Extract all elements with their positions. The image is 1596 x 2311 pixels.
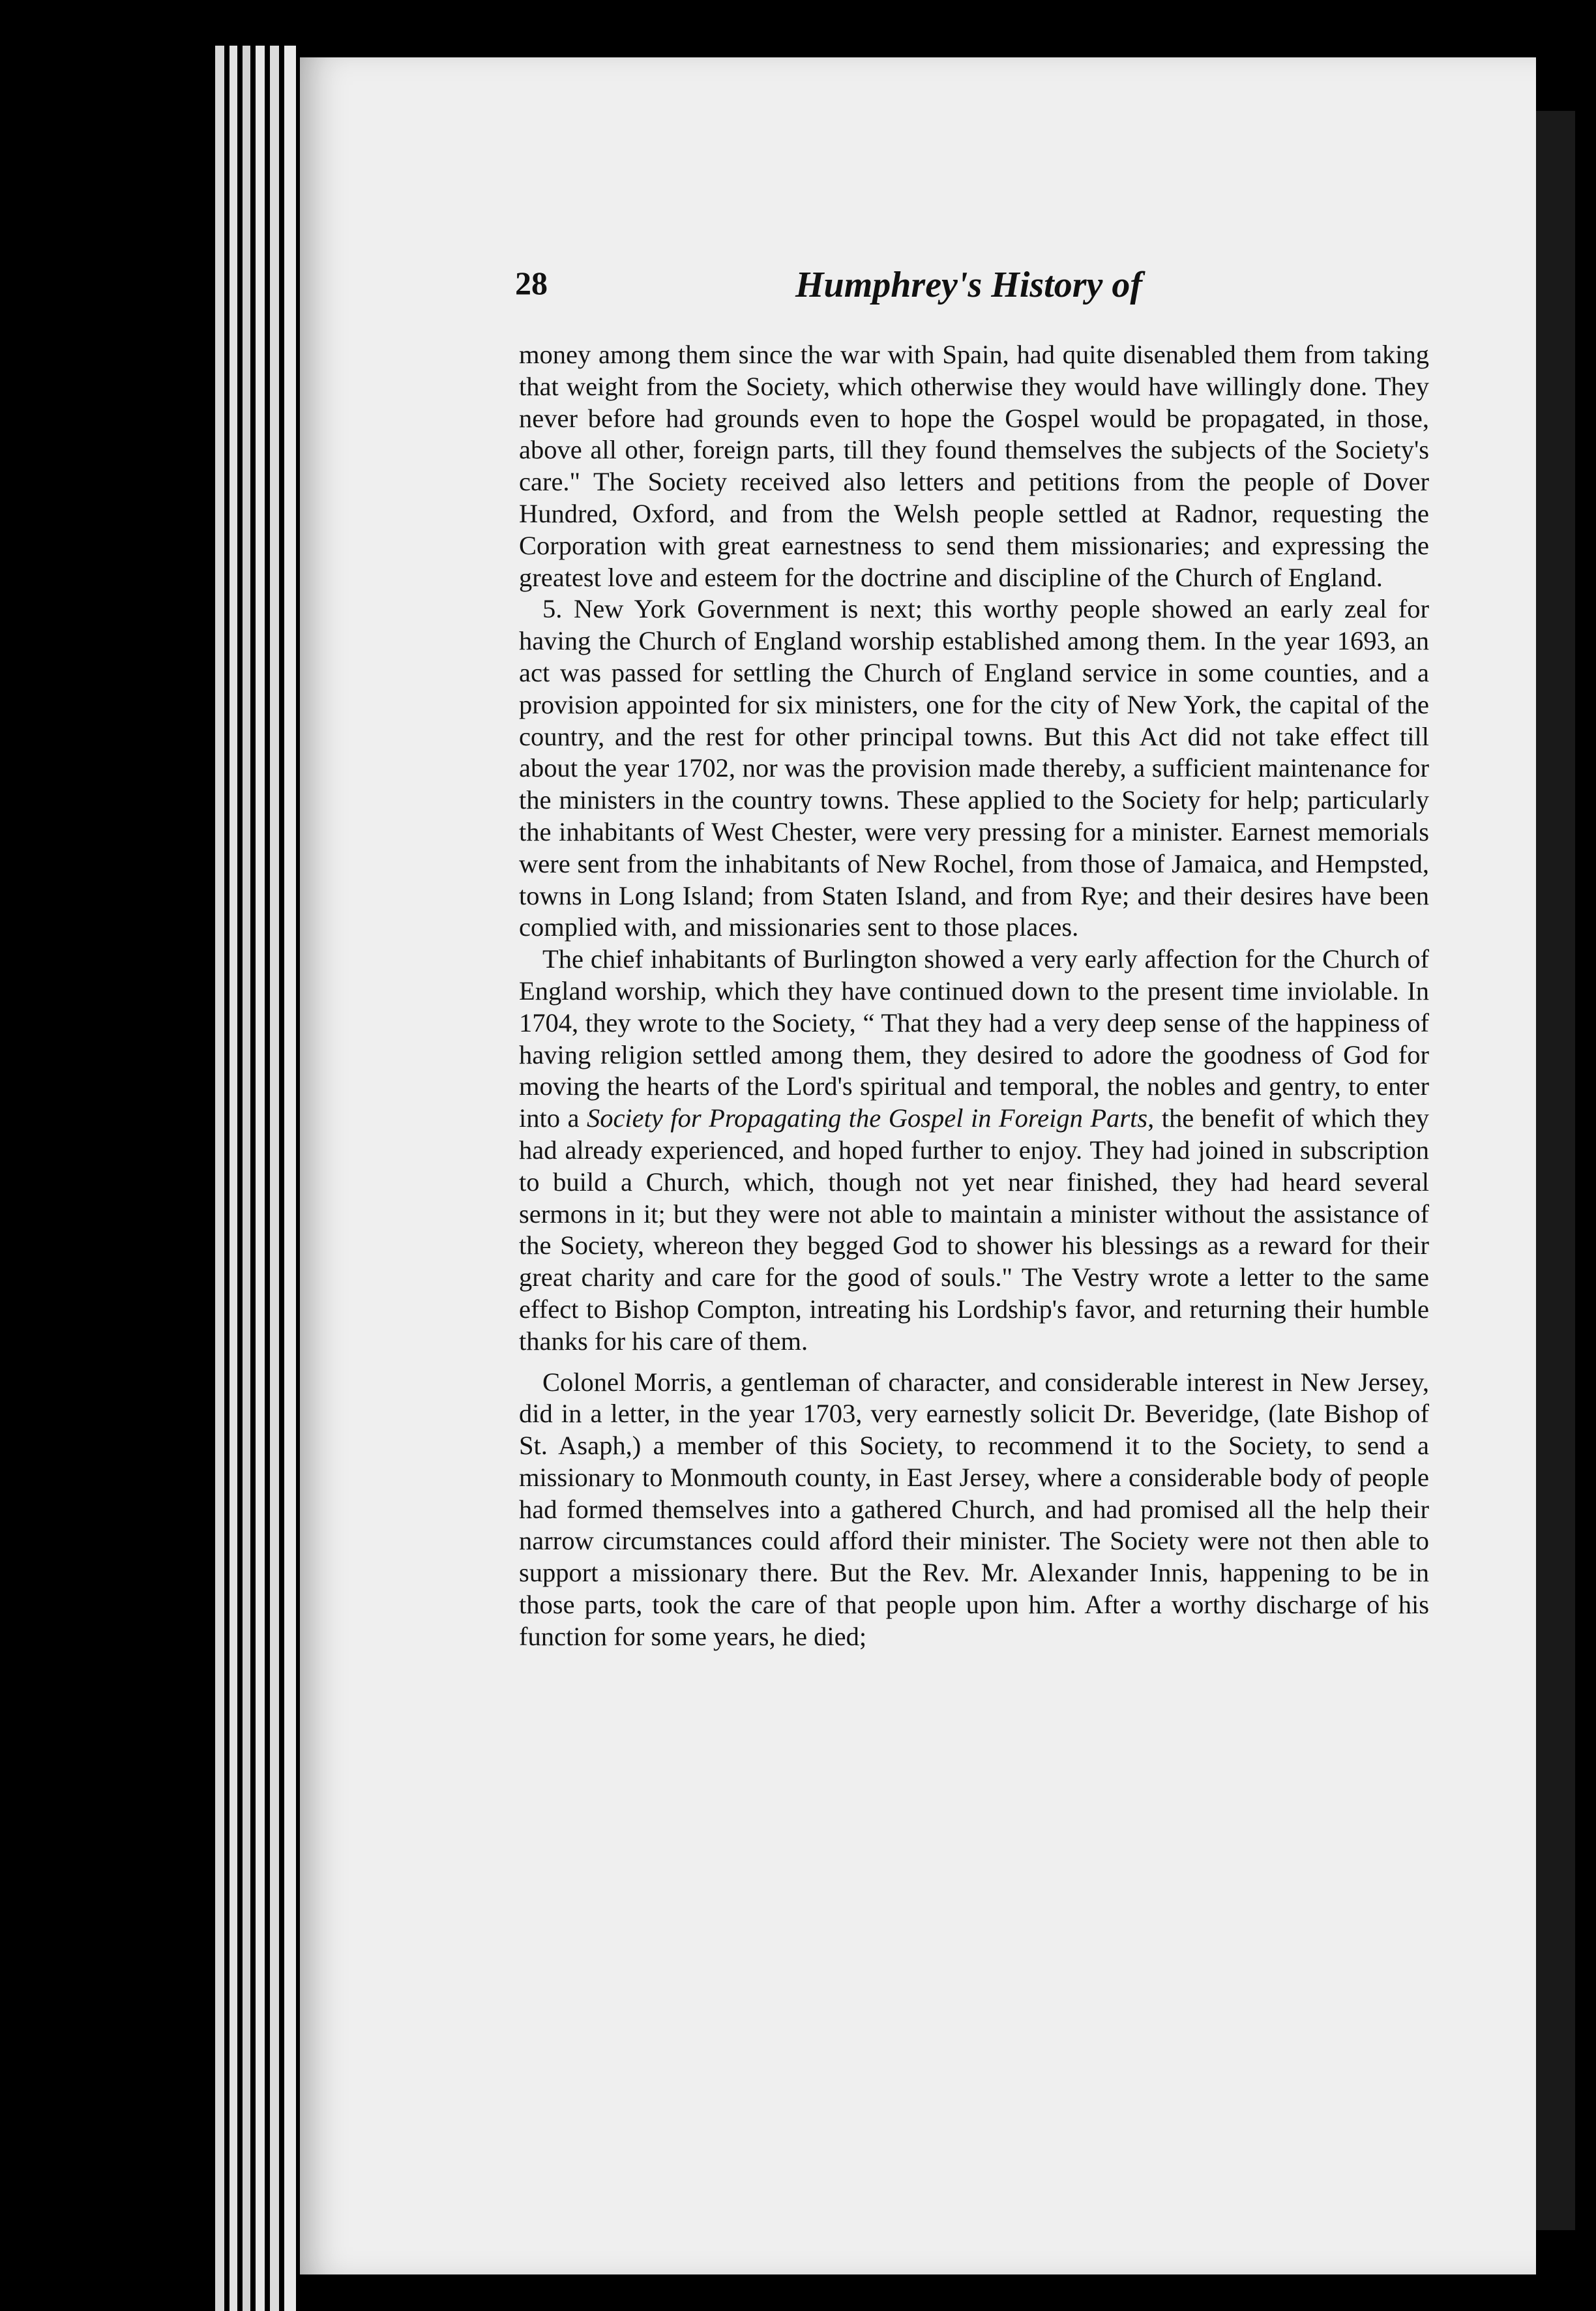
paragraph: money among them since the war with Spain, had quite disenabled them from taking that weight from the Society, which otherwise they would have willingly done. They never before had grounds even to hope the Gospel would be propagated, in those, above all other, foreign parts, till they found themselves the subjects of the Society's care." The Society received also letters and petitions from the people of Dover Hundred, Oxford, and from the Welsh people settled at Radnor, requesting the Corporation with great earnestness to send them missionaries; and expressing the greatest love and esteem for the doctrine and discipline of the Church of England. <box>519 340 1429 592</box>
paragraph-text: , the benefit of which they had already experienced, and hoped further to enjoy. They had joined in subscription to build a Church, which, though not yet near finished, they had heard several sermons in it; but they were not able to maintain a minister without the assistance of the Society, whereon they begged God to shower his blessings as a reward for their great charity and care for the good of souls." The Vestry wrote a letter to the same effect to Bishop Compton, intreating his Lordship's favor, and returning their humble thanks for his care of them. <box>519 1103 1430 1356</box>
page-number: 28 <box>515 265 548 301</box>
right-gutter-shadow <box>1536 111 1575 2230</box>
page-edge <box>229 46 237 2311</box>
running-head: Humphrey's History of <box>795 265 1143 305</box>
paragraph-text: The chief inhabitants of Burlington showed a very early affection for the Church of England worship, which they have continued down to the present time inviolable. In 1704, they wrote to the Society, “ That they had a very deep sense of the happiness of having religion settled among them, they desired to adore the goodness of God for moving the hearts of the Lord's spiritual and temporal, the nobles and gentry, to enter into a <box>519 944 1429 1133</box>
page-edge <box>243 46 250 2311</box>
body-text <box>519 339 1429 1653</box>
page-edge <box>215 46 224 2311</box>
paragraph <box>519 944 1429 1357</box>
paragraph: Colonel Morris, a gentleman of character, and considerable interest in New Jersey, did in a letter, in the year 1703, very earnestly solicit Dr. Beveridge, (late Bishop of St. Asaph,) a member of this Society, to recommend it to the Society, to send a missionary to Monmouth county, in East Jersey, where a considerable body of people had formed themselves into a gathered Church, and had promised all the help their narrow circumstances could afford their minister. The Society were not then able to support a missionary there. But the Rev. Mr. Alexander Innis, happening to be in those parts, took the care of that people upon him. After a worthy discharge of his function for some years, he died; <box>519 1367 1429 1651</box>
paragraph: 5. New York Government is next; this worthy people showed an early zeal for having the Church of England worship established among them. In the year 1693, an act was passed for settling the Church of England service in some counties, and a provision appointed for six ministers, one for the city of New York, the capital of the country, and the rest for other principal towns. But this Act did not take effect till about the year 1702, nor was the provision made thereby, a sufficient maintenance for the ministers in the country towns. These applied to the Society for help; particularly the inhabitants of West Chester, were very pressing for a minister. Earnest memorials were sent from the inhabitants of New Rochel, from those of Jamaica, and Hempsted, towns in Long Island; from Staten Island, and from Rye; and their desires have been complied with, and missionaries sent to those places. <box>519 594 1429 942</box>
society-name-italic: Society for Propagating the Gospel in Foreign Parts <box>586 1103 1148 1133</box>
page-edge <box>284 46 296 2311</box>
page-edge <box>256 46 265 2311</box>
page-header <box>515 264 1428 323</box>
page-edge <box>270 46 279 2311</box>
